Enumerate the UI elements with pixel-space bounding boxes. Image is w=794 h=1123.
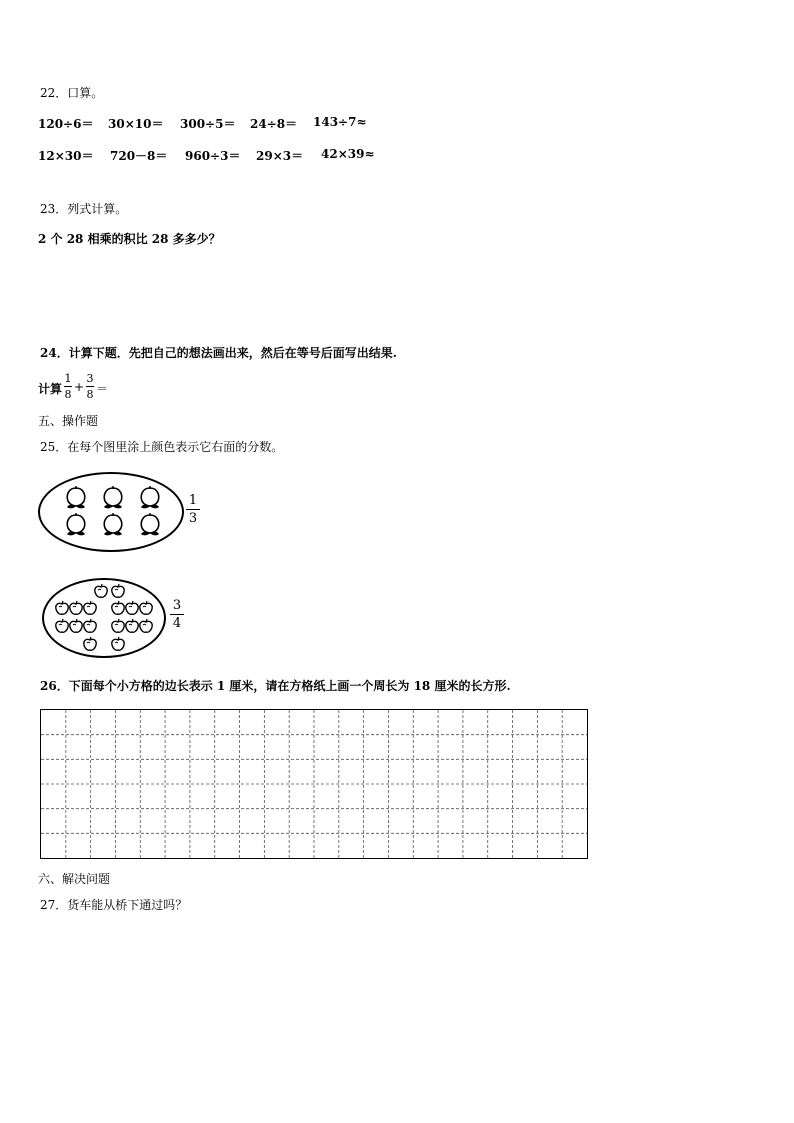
q24-prefix: 计算 xyxy=(38,382,63,396)
fraction-bar xyxy=(170,614,184,615)
peach-icon xyxy=(64,511,88,537)
q22-expr-1-4: 24÷8＝ xyxy=(250,117,298,131)
square-grid-paper[interactable] xyxy=(40,709,588,859)
apple-icon xyxy=(82,636,98,652)
q23-text: 2 个 28 相乘的积比 28 多多少？ xyxy=(38,232,221,246)
q27-label: 27．货车能从桥下通过吗？ xyxy=(40,898,188,912)
q25-fraction-2 xyxy=(170,598,184,631)
q24-equals: ＝ xyxy=(96,382,109,396)
apple-icon xyxy=(110,636,126,652)
q22-label: 22．口算。 xyxy=(40,86,104,100)
q24-f1-num: 1 xyxy=(64,372,72,385)
apple-icon xyxy=(138,600,154,616)
q22-expr-1-3: 300÷5＝ xyxy=(180,117,236,131)
apple-icon xyxy=(138,618,154,634)
q22-expr-2-3: 960÷3＝ xyxy=(185,149,241,163)
q24-plus: + xyxy=(74,380,85,394)
q23-label: 23．列式计算。 xyxy=(40,202,128,216)
q24-label: 24．计算下题．先把自己的想法画出来，然后在等号后面写出结果. xyxy=(40,346,397,360)
apple-icon xyxy=(68,600,84,616)
q22-expr-2-4: 29×3＝ xyxy=(256,149,304,163)
q24-f1-den: 8 xyxy=(64,388,72,401)
q22-expr-2-2: 720－8＝ xyxy=(110,149,168,163)
peach-icon xyxy=(138,484,162,510)
peach-icon xyxy=(101,484,125,510)
apple-icon xyxy=(124,618,140,634)
q25-label: 25．在每个图里涂上颜色表示它右面的分数。 xyxy=(40,440,284,454)
fraction-bar xyxy=(86,386,94,387)
fraction-bar xyxy=(64,386,72,387)
q22-expr-1-2: 30×10＝ xyxy=(108,117,164,131)
apple-icon xyxy=(110,583,126,599)
q24-fraction-1 xyxy=(64,372,72,401)
apple-icon xyxy=(93,583,109,599)
apple-icon xyxy=(124,600,140,616)
q22-expr-2-1: 12×30＝ xyxy=(38,149,94,163)
apple-icon xyxy=(82,600,98,616)
peach-icon xyxy=(138,511,162,537)
q24-f2-den: 8 xyxy=(86,388,94,401)
q26-label: 26．下面每个小方格的边长表示 1 厘米，请在方格纸上画一个周长为 18 厘米的长方形. xyxy=(40,679,511,693)
q24-fraction-2 xyxy=(86,372,94,401)
section5-title: 五、操作题 xyxy=(38,414,99,428)
q25-fraction-1 xyxy=(186,493,200,526)
q22-expr-1-1: 120÷6＝ xyxy=(38,117,94,131)
peach-icon xyxy=(101,511,125,537)
q25-f1-den: 3 xyxy=(188,511,198,526)
peach-icon xyxy=(64,484,88,510)
q25-f2-den: 4 xyxy=(172,616,182,631)
section6-title: 六、解决问题 xyxy=(38,872,111,886)
q22-expr-2-5: 42×39≈ xyxy=(321,147,375,161)
q22-expr-1-5: 143÷7≈ xyxy=(313,115,367,129)
grid-lines xyxy=(41,710,587,858)
apple-icon xyxy=(82,618,98,634)
q24-f2-num: 3 xyxy=(86,372,94,385)
q25-f1-num: 1 xyxy=(188,493,198,508)
apple-icon xyxy=(68,618,84,634)
q25-f2-num: 3 xyxy=(172,598,182,613)
fraction-bar xyxy=(186,509,200,510)
